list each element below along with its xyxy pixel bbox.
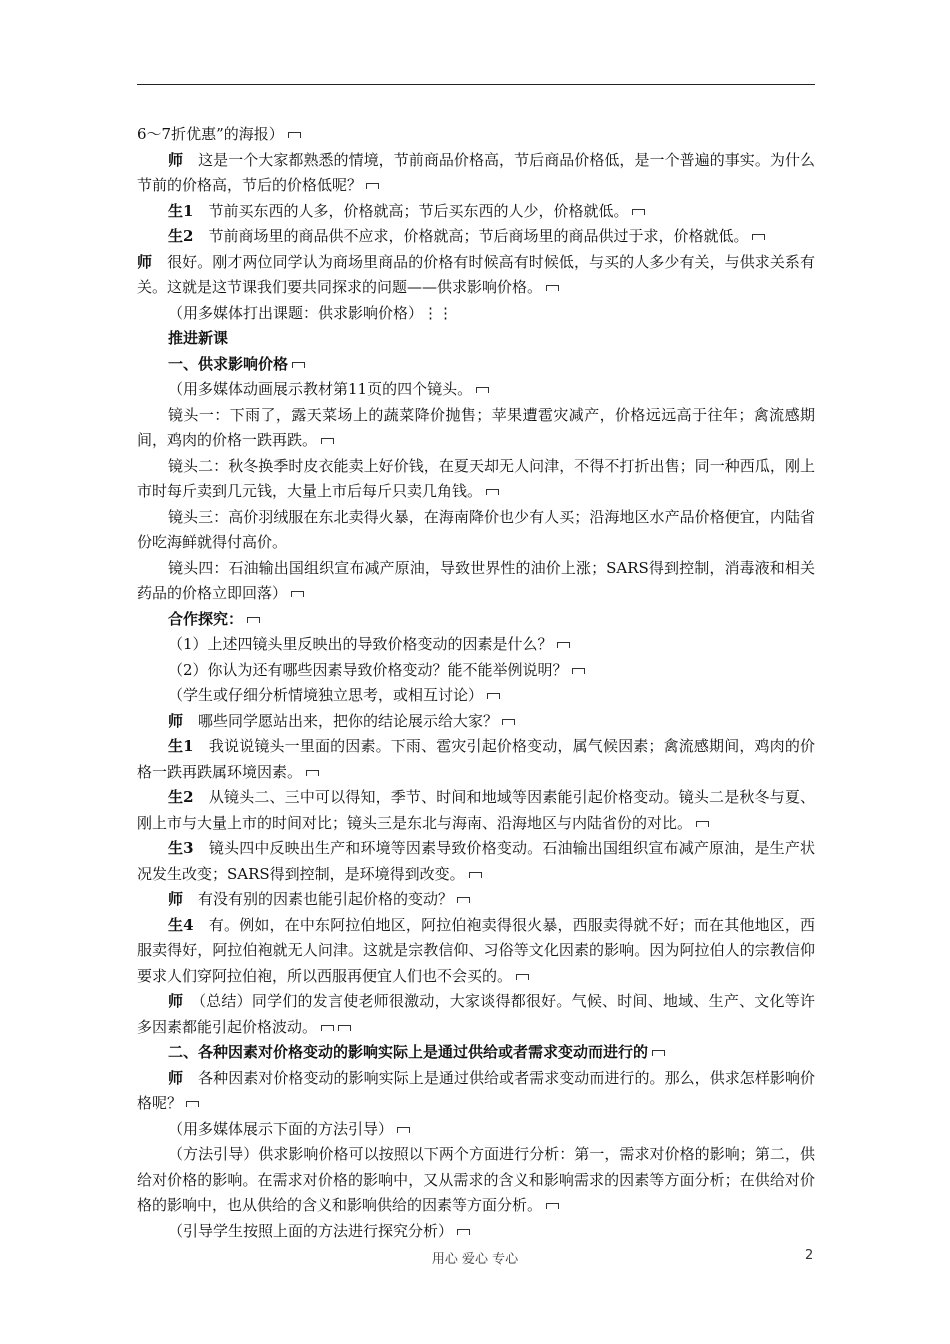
paragraph-mark-icon (397, 1127, 410, 1133)
paragraph-text: 从镜头二、三中可以得知，季节、时间和地域等因素能引起价格变动。镜头二是秋冬与夏、刚上市与大量上市的时间对比；镜头三是东北与海南、沿海地区与内陆省份的对比。 (137, 788, 815, 832)
paragraph-text: 镜头四中反映出生产和环境等因素导致价格变动。石油输出国组织宣布减产原油，是生产状况发生改变；SARS得到控制，是环境得到改变。 (137, 839, 815, 883)
paragraph-text: （学生或仔细分析情境独立思考，或相互讨论） (168, 686, 484, 704)
paragraph-text: 各种因素对价格变动的影响实际上是通过供给或者需求变动而进行的。那么，供求怎样影响价格呢？ (137, 1068, 815, 1112)
bold-text: 师 (168, 1068, 184, 1087)
paragraph-mark-icon (292, 362, 305, 368)
paragraph-mark-icon (306, 770, 319, 776)
paragraph-text: 镜头二：秋冬换季时皮衣能卖上好价钱，在夏天却无人问津，不得不打折出售；同一种西瓜，刚上市时每斤卖到几元钱，大量上市后每斤只卖几角钱。 (137, 456, 815, 500)
paragraph-text: （用多媒体展示下面的方法引导） (168, 1119, 394, 1138)
paragraph-text: 6～7折优惠”的海报） (137, 125, 284, 143)
paragraph (137, 403, 815, 454)
paragraph-mark-icon (652, 1050, 665, 1056)
paragraph-mark-icon (557, 642, 570, 648)
paragraph (137, 836, 815, 887)
paragraph-mark-icon (338, 1025, 351, 1031)
paragraph-text: 镜头三：高价羽绒服在东北卖得火暴，在海南降价也少有人买；沿海地区水产品价格便宜，内陆省份吃海鲜就得付高价。 (137, 507, 815, 551)
paragraph (137, 709, 815, 735)
paragraph-text: 镜头一：下雨了，露天菜场上的蔬菜降价抛售；苹果遭雹灾减产，价格远远高于往年；禽流感期间，鸡肉的价格一跌再跌。 (137, 405, 815, 449)
paragraph-text: 镜头四：石油输出国组织宣布减产原油，导致世界性的油价上涨；SARS得到控制，消毒液和相关药品的价格立即回落） (137, 558, 815, 602)
paragraph (137, 352, 815, 378)
paragraph-mark-icon (502, 719, 515, 725)
paragraph (137, 301, 815, 327)
paragraph (137, 224, 815, 250)
bold-text: 师 (168, 992, 184, 1010)
paragraph (137, 887, 815, 913)
paragraph (137, 1066, 815, 1117)
paragraph-text: 节前商场里的商品供不应求，价格就高；节后商场里的商品供过于求，价格就低。 (193, 227, 749, 245)
footer-motto: 用心 爱心 专心 (431, 1252, 519, 1267)
paragraph-mark-icon (457, 1229, 470, 1235)
paragraph (137, 122, 815, 148)
paragraph-mark-icon (457, 897, 470, 903)
paragraph-text: 有没有别的因素也能引起价格的变动？ (183, 890, 454, 908)
paragraph-mark-icon (752, 234, 765, 240)
paragraph (137, 734, 815, 785)
paragraph-text: 这是一个大家都熟悉的情境，节前商品价格高，节后商品价格低，是一个普遍的事实。为什么节前的价格高，节后的价格低呢？ (137, 150, 815, 194)
document-body (137, 122, 815, 1244)
page-number: 2 (805, 1248, 814, 1263)
paragraph-text: 有。例如，在中东阿拉伯地区，阿拉伯袍卖得很火暴，西服卖得就不好；而在其他地区，西服卖得好，阿拉伯袍就无人问津。这就是宗教信仰、习俗等文化因素的影响。因为阿拉伯人的宗教信仰要求人们穿阿拉伯袍，所以西服再便宜人们也不会买的。 (137, 915, 815, 985)
bold-text: 师 (168, 150, 184, 169)
paragraph-mark-icon (366, 183, 379, 189)
paragraph-text: （引导学生按照上面的方法进行探究分析） (168, 1221, 454, 1240)
paragraph-mark-icon (469, 872, 482, 878)
bold-text: 师 (137, 252, 153, 271)
bold-text: 一、供求影响价格 (168, 354, 289, 373)
bold-text: 生1 (168, 737, 194, 755)
paragraph (137, 1117, 815, 1143)
paragraph-text: 很好。刚才两位同学认为商场里商品的价格有时候高有时候低，与买的人多少有关，与供求关系有关。这就是这节课我们要共同探求的问题——供求影响价格。 (137, 252, 815, 296)
bold-text: 推进新课 (168, 329, 229, 347)
paragraph-text: 节前买东西的人多，价格就高；节后买东西的人少，价格就低。 (193, 201, 629, 220)
paragraph-text: （用多媒体打出课题：供求影响价格）⋮⋮ (168, 303, 454, 322)
bold-text: 合作探究： (168, 609, 244, 628)
paragraph-text: （1）上述四镜头里反映出的导致价格变动的因素是什么？ (168, 635, 553, 653)
paragraph (137, 199, 815, 225)
paragraph (137, 556, 815, 607)
paragraph (137, 148, 815, 199)
paragraph-text: （2）你认为还有哪些因素导致价格变动？能不能举例说明？ (168, 660, 568, 679)
paragraph-mark-icon (321, 1025, 334, 1031)
paragraph (137, 913, 815, 990)
paragraph (137, 454, 815, 505)
paragraph-text: （方法引导）供求影响价格可以按照以下两个方面进行分析：第一，需求对价格的影响；第二，供给对价格的影响。在需求对价格的影响中，又从需求的含义和影响需求的因素等方面分析；在供给对价格的影响中，也从供给的含义和影响供给的因素等方面分析。 (137, 1145, 815, 1214)
paragraph-text: 我说说镜头一里面的因素。下雨、雹灾引起价格变动，属气候因素；禽流感期间，鸡肉的价格一跌再跌属环境因素。 (137, 737, 815, 781)
paragraph (137, 683, 815, 709)
paragraph-mark-icon (696, 821, 709, 827)
paragraph-mark-icon (572, 668, 585, 674)
bold-text: 生3 (168, 839, 194, 857)
paragraph-mark-icon (288, 132, 301, 138)
paragraph-mark-icon (476, 387, 489, 393)
paragraph-mark-icon (321, 438, 334, 444)
bold-text: 二、各种因素对价格变动的影响实际上是通过供给或者需求变动而进行的 (168, 1043, 649, 1061)
paragraph-mark-icon (186, 1101, 199, 1107)
paragraph-text: 哪些同学愿站出来，把你的结论展示给大家？ (183, 711, 499, 730)
paragraph-mark-icon (632, 209, 645, 215)
paragraph (137, 1142, 815, 1219)
header-rule (137, 84, 815, 85)
paragraph (137, 658, 815, 684)
paragraph-mark-icon (516, 974, 529, 980)
paragraph-mark-icon (486, 489, 499, 495)
paragraph (137, 326, 815, 352)
paragraph-mark-icon (291, 591, 304, 597)
paragraph (137, 250, 815, 301)
paragraph (137, 785, 815, 836)
paragraph-mark-icon (487, 693, 500, 699)
paragraph-mark-icon (546, 1203, 559, 1209)
paragraph-text: （用多媒体动画展示教材第11页的四个镜头。 (168, 380, 473, 398)
bold-text: 师 (168, 890, 184, 908)
paragraph-text: （总结）同学们的发言使老师很激动，大家谈得都很好。气候、时间、地域、生产、文化等许多因素都能引起价格波动。 (137, 992, 815, 1036)
paragraph-mark-icon (247, 617, 260, 623)
paragraph (137, 377, 815, 403)
paragraph (137, 505, 815, 556)
paragraph (137, 1219, 815, 1245)
bold-text: 师 (168, 711, 184, 730)
bold-text: 生1 (168, 201, 194, 220)
bold-text: 生2 (168, 788, 194, 806)
bold-text: 生2 (168, 227, 194, 245)
paragraph (137, 1040, 815, 1066)
bold-text: 生4 (168, 915, 194, 934)
paragraph (137, 989, 815, 1040)
paragraph (137, 632, 815, 658)
paragraph (137, 607, 815, 633)
paragraph-mark-icon (546, 285, 559, 291)
